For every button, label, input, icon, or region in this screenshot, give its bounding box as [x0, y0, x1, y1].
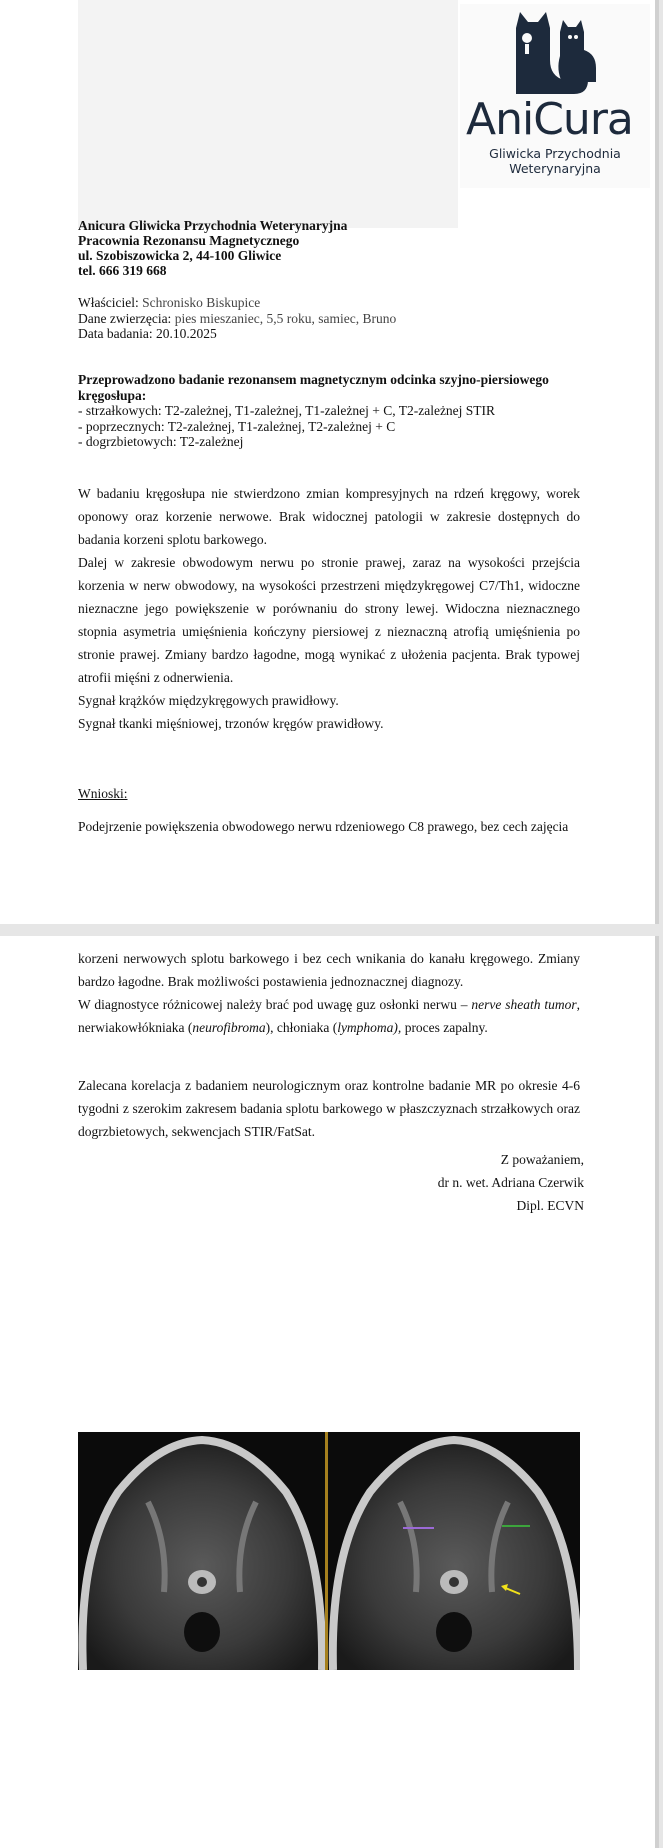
conclusion-start: Podejrzenie powiększenia obwodowego nerwu rdzeniowego C8 prawego, bez cech zajęcia [78, 819, 569, 834]
signature-name: dr n. wet. Adriana Czerwik [437, 1175, 584, 1190]
date-value: 20.10.2025 [155, 326, 217, 341]
logo-subtitle-1: Gliwicka Przychodnia [489, 146, 621, 161]
mri-image-pair [78, 1432, 580, 1670]
differential-diagnosis: W diagnostyce różnicowej należy brać pod uwagę guz osłonki nerwu – nerve sheath tumor, nerwiakowłókniaka (neurofibroma), chłoniaka (lymphoma), proces zapalny. [78, 997, 581, 1035]
owner-label: Właściciel: [78, 295, 139, 310]
muscle-signal-line: Sygnał tkanki mięśniowej, trzonów kręgów prawidłowy. [78, 716, 384, 731]
clinic-address: ul. Szobiszowicka 2, 44-100 Gliwice [78, 248, 282, 263]
recommendation-paragraph: Zalecana korelacja z badaniem neurologicznym oraz kontrolne badanie MR po okresie 4-6 tygodni z szerokim zakresem badania splotu barkowego w płaszczyznach strzałkowych oraz dogrzbietowych, sekwencjach STIR/FatSat. [78, 1078, 580, 1139]
logo-wordmark: AniCura [466, 94, 633, 145]
date-label: Data badania: [78, 326, 153, 341]
clinic-phone: tel. 666 319 668 [78, 263, 167, 278]
report-page-2 [0, 936, 659, 1848]
mri-divider [325, 1432, 328, 1670]
findings-paragraph-1: W badaniu kręgosłupa nie stwierdzono zmian kompresyjnych na rdzeń kręgowy, worek oponowy oraz korzenie nerwowe. Brak widocznej patologii w zakresie dostępnych do badania korzeni splotu barkowego. [78, 486, 580, 547]
scan-line-transverse: - poprzecznych: T2-zależnej, T1-zależnej, T2-zależnej + C [78, 418, 396, 434]
disc-signal-line: Sygnał krążków międzykręgowych prawidłowy. [78, 693, 339, 708]
report-page-1 [0, 0, 659, 924]
patient-meta [78, 295, 396, 342]
animal-value: pies mieszaniec, 5,5 roku, samiec, Bruno [174, 310, 397, 326]
scan-line-dorsal: - dogrzbietowych: T2-zależnej [78, 434, 244, 449]
scan-title: Przeprowadzono badanie rezonansem magnetycznym odcinka szyjno-piersiowego kręgosłupa: [78, 372, 549, 403]
page-edge [655, 0, 659, 924]
scan-description [78, 372, 580, 450]
header-background [78, 0, 458, 228]
anicura-logo [460, 4, 650, 188]
logo-subtitle-2: Weterynaryjna [509, 161, 601, 176]
conclusion-continuation: korzeni nerwowych splotu barkowego i bez cech wnikania do kanału kręgowego. Zmiany bardzo łagodne. Brak możliwości postawienia jednoznacznej diagnozy. [78, 951, 580, 989]
page-edge [655, 936, 659, 1848]
dd-neurofibroma: neurofibroma [192, 1020, 266, 1035]
dd-lymphoma: lymphoma), [337, 1020, 402, 1035]
mri-scan-image [78, 1432, 580, 1670]
scan-line-sagittal: - strzałkowych: T2-zależnej, T1-zależnej, T1-zależnej + C, T2-zależnej STIR [78, 403, 496, 418]
cat-logo-icon [510, 10, 602, 94]
clinic-name: Anicura Gliwicka Przychodnia Weterynaryjna [78, 218, 348, 233]
signature-greeting: Z poważaniem, [500, 1152, 584, 1167]
findings-paragraph-2: Dalej w zakresie obwodowym nerwu po stronie prawej, zaraz na wysokości przejścia korzenia w nerw obwodowy, na wysokości przestrzeni międzykręgowej C7/Th1, widoczne nieznaczne jego powiększenie w porównaniu do strony lewej. Widoczna nieznacznego stopnia asymetria umięśnienia kończyny piersiowej z nieznaczną atrofią umięśnienia po stronie prawej. Zmiany bardzo łagodne, mogą wynikać z ułożenia pacjenta. Brak typowej atrofii mięśni z odnerwienia. [78, 555, 580, 685]
conclusions-heading: Wnioski: [78, 786, 128, 801]
signature-title: Dipl. ECVN [516, 1198, 584, 1213]
clinic-unit: Pracownia Rezonansu Magnetycznego [78, 233, 300, 248]
owner-value: Schronisko Biskupice [142, 295, 261, 310]
animal-label: Dane zwierzęcia: [78, 310, 172, 326]
clinic-block [78, 218, 347, 278]
dd-nerve-sheath-tumor: nerve sheath tumor [471, 997, 577, 1012]
